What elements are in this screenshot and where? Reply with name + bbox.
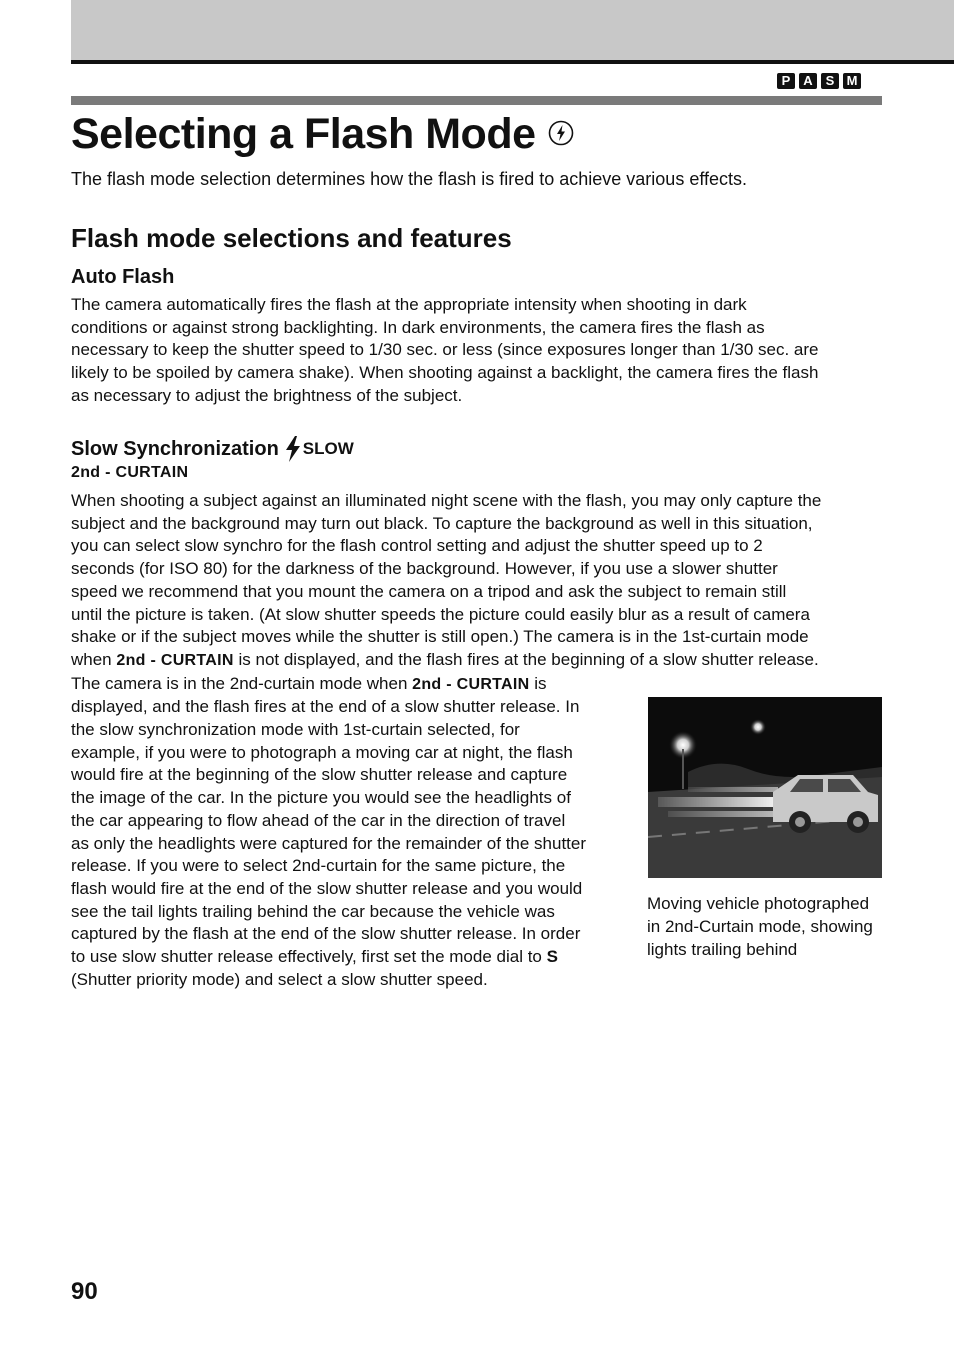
mode-s-letter: S [546, 947, 558, 967]
text-line: you can select slow synchro for the flash control setting and adjust the shutter speed up to 2 [71, 536, 763, 556]
flash-bolt-icon [285, 436, 301, 462]
text-fragment: to use slow shutter release effectively, first set the mode dial to [71, 947, 542, 967]
text-line: would fire at the beginning of the slow shutter release and capture [71, 765, 568, 785]
curtain-inline-label: 2nd - CURTAIN [412, 675, 530, 693]
mode-p-icon: P [777, 73, 795, 89]
text-line: until the picture is taken. (At slow shutter speeds the picture could easily blur as a result of camera [71, 604, 810, 624]
exposure-mode-icons [777, 73, 861, 89]
curtain-inline-label: 2nd - CURTAIN [116, 651, 234, 669]
figure-caption: Moving vehicle photographed in 2nd-Curtain mode, showing lights trailing behind [647, 894, 873, 959]
section-rule [71, 96, 882, 105]
mode-m-icon: M [843, 73, 861, 89]
text-line: the car appearing to flow ahead of the car in the direction of travel [71, 810, 566, 830]
auto-flash-text [71, 294, 819, 408]
text-line: seconds (for ISO 80) for the darkness of the background. However, if you use a slower shutter [71, 559, 778, 579]
text-line: subject and the background may turn out black. To capture the background as well in this situation, [71, 513, 813, 533]
text-line: necessary to keep the shutter speed to 1/30 sec. or less (since exposures longer than 1/30 sec. are [71, 340, 819, 360]
photo-illustration [648, 697, 882, 878]
text-line: speed we recommend that you mount the camera on a tripod and ask the subject to remain still [71, 581, 787, 601]
flash-mode-icon [548, 120, 574, 146]
intro-text: The flash mode selection determines how the flash is fired to achieve various effects. [71, 169, 748, 189]
text-line: displayed, and the flash fires at the end of a slow shutter release. In [71, 697, 580, 717]
auto-flash-heading: Auto Flash [71, 266, 175, 288]
text-fragment: The camera is in the 2nd-curtain mode when [71, 673, 408, 693]
text-line: see the tail lights trailing behind the car because the vehicle was [71, 901, 555, 921]
slow-label: SLOW [302, 439, 354, 458]
curtain-indicator: 2nd - CURTAIN [71, 464, 189, 481]
text-line: as only the headlights were captured for the remainder of the shutter [71, 833, 587, 853]
night-car-photo [648, 697, 882, 878]
page-title: Selecting a Flash Mode [71, 110, 536, 158]
text-line [71, 649, 891, 673]
text-line: conditions or against strong backlighting. In dark environments, the camera fires the flash as [71, 317, 765, 337]
header-rule [71, 60, 954, 64]
mode-s-icon: S [821, 73, 839, 89]
text-fragment: is [534, 673, 547, 693]
text-line: When shooting a subject against an illuminated night scene with the flash, you may only capture the [71, 491, 822, 510]
text-line: the image of the car. In the picture you would see the headlights of [71, 788, 571, 808]
slow-sync-heading-text: Slow Synchronization [71, 438, 279, 460]
slow-sync-heading [71, 436, 354, 462]
text-line: the slow synchronization mode with 1st-curtain selected, for [71, 720, 520, 740]
text-fragment: is not displayed, and the flash fires at the beginning of a slow shutter release. [238, 649, 819, 669]
page-number: 90 [71, 1278, 98, 1305]
text-line: example, if you were to photograph a moving car at night, the flash [71, 742, 573, 762]
text-line: release. If you were to select 2nd-curtain for the same picture, the [71, 856, 566, 876]
text-line: (Shutter priority mode) and select a slow shutter speed. [71, 969, 488, 989]
text-line: as necessary to adjust the brightness of the subject. [71, 385, 463, 405]
text-line: The camera automatically fires the flash at the appropriate intensity when shooting in dark [71, 295, 747, 314]
mode-a-icon: A [799, 73, 817, 89]
text-line: likely to be spoiled by camera shake). When shooting against a backlight, the camera fires the flash [71, 363, 819, 383]
text-line: flash would fire at the end of the slow shutter release and you would [71, 878, 583, 898]
slow-sync-symbol [285, 436, 354, 462]
text-line: shake or if the subject moves while the shutter is still open.) The camera is in the 1st-curtain mode [71, 627, 809, 647]
section-heading: Flash mode selections and features [71, 223, 512, 253]
text-line [71, 673, 891, 697]
text-line: captured by the flash at the end of the slow shutter release. In order [71, 924, 581, 944]
header-band [71, 0, 954, 60]
text-fragment: when [71, 649, 112, 669]
